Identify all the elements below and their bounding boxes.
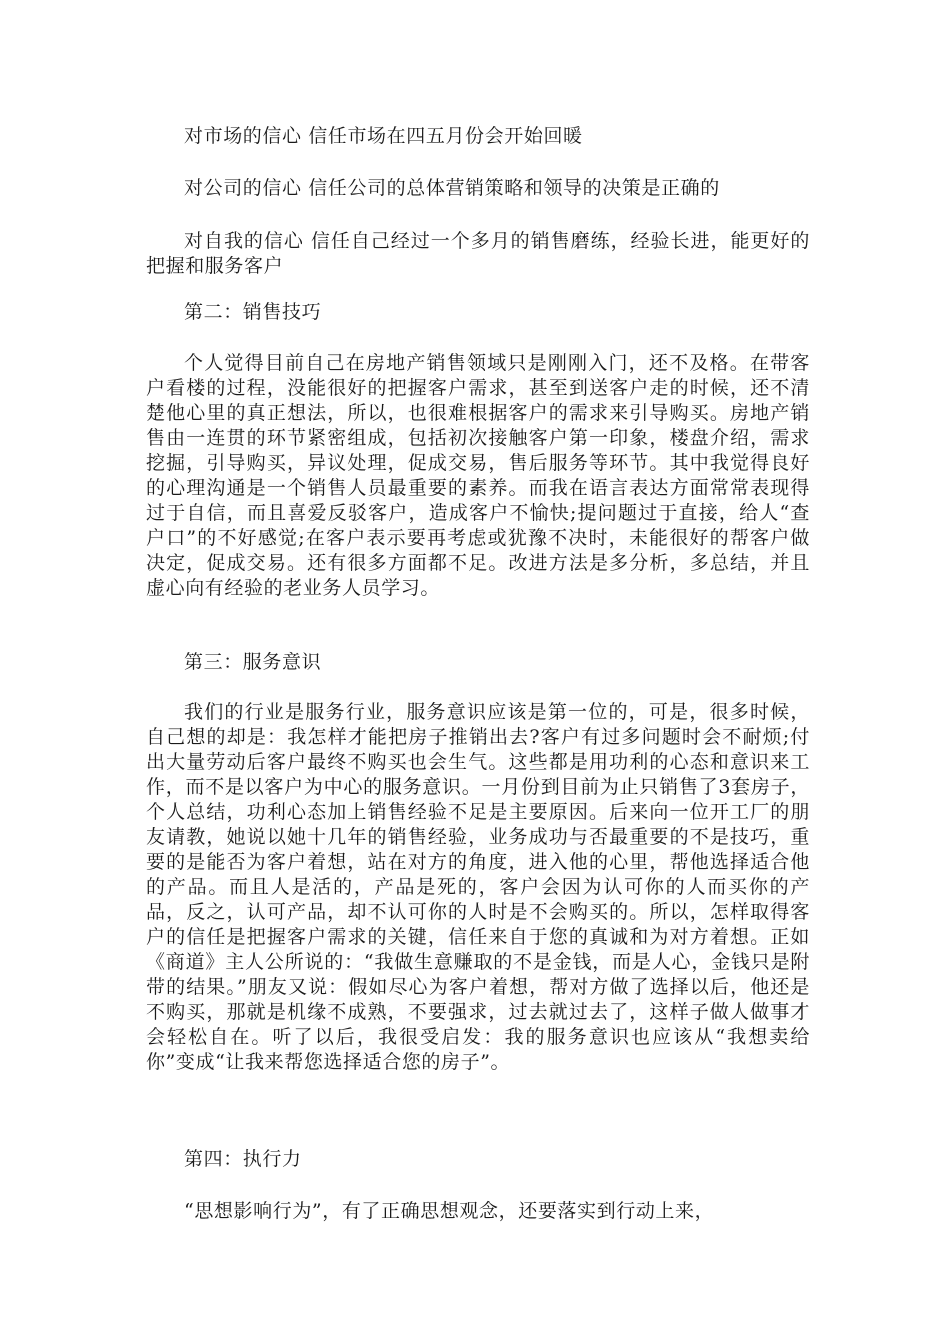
section-heading-service-awareness: 第三：服务意识 [184,651,322,673]
paragraph-execution: “思想影响行为”，有了正确思想观念，还要落实到行动上来， [184,1200,715,1222]
paragraph-market-confidence: 对市场的信心 信任市场在四五月份会开始回暖 [184,125,583,147]
section-heading-sales-skills: 第二：销售技巧 [184,301,322,323]
paragraph-company-confidence: 对公司的信心 信任公司的总体营销策略和领导的决策是正确的 [184,177,720,199]
paragraph-sales-skills: 个人觉得目前自己在房地产销售领域只是刚刚入门，还不及格。在带客户看楼的过程，没能很好的把握客户需求，甚至到送客户走的时候，还不清楚他心里的真正想法，所以，也很难根据客户的需求来引导购买。房地产销售由一连贯的环节紧密组成，包括初次接触客户第一印象，楼盘介绍，需求挖掘，引导购买，异议处理，促成交易，售后服务等环节。其中我觉得良好的心理沟通是一个销售人员最重要的素养。而我在语言表达方面常常表现得过于自信，而且喜爱反驳客户，造成客户不愉快;提问题过于直接，给人“查户口”的不好感觉;在客户表示要再考虑或犹豫不决时，未能很好的帮客户做决定，促成交易。还有很多方面都不足。改进方法是多分析，多总结，并且虚心向有经验的老业务人员学习。 [146,352,810,599]
section-heading-execution: 第四：执行力 [184,1148,302,1170]
paragraph-service-awareness: 我们的行业是服务行业，服务意识应该是第一位的，可是，很多时候，自己想的却是：我怎样才能把房子推销出去?客户有过多问题时会不耐烦;付出大量劳动后客户最终不购买也会生气。这些都是用功利的心态和意识来工作，而不是以客户为中心的服务意识。一月份到目前为止只销售了3套房子，个人总结，功利心态加上销售经验不足是主要原因。后来向一位开工厂的朋友请教，她说以她十几年的销售经验，业务成功与否最重要的不是技巧，重要的是能否为客户着想，站在对方的角度，进入他的心里，帮他选择适合他的产品。而且人是活的，产品是死的，客户会因为认可你的人而买你的产品，反之，认可产品，却不认可你的人时是不会购买的。所以，怎样取得客户的信任是把握客户需求的关键，信任来自于您的真诚和为对方着想。正如《商道》主人公所说的：“我做生意赚取的不是金钱，而是人心，金钱只是附带的结果。”朋友又说：假如尽心为客户着想，帮对方做了选择以后，他还是不购买，那就是机缘不成熟，不要强求，过去就过去了，这样子做人做事才会轻松自在。听了以后，我很受启发：我的服务意识也应该从“我想卖给你”变成“让我来帮您选择适合您的房子”。 [146,701,810,1073]
paragraph-self-confidence: 对自我的信心 信任自己经过一个多月的销售磨练，经验长进，能更好的把握和服务客户 [146,230,810,277]
